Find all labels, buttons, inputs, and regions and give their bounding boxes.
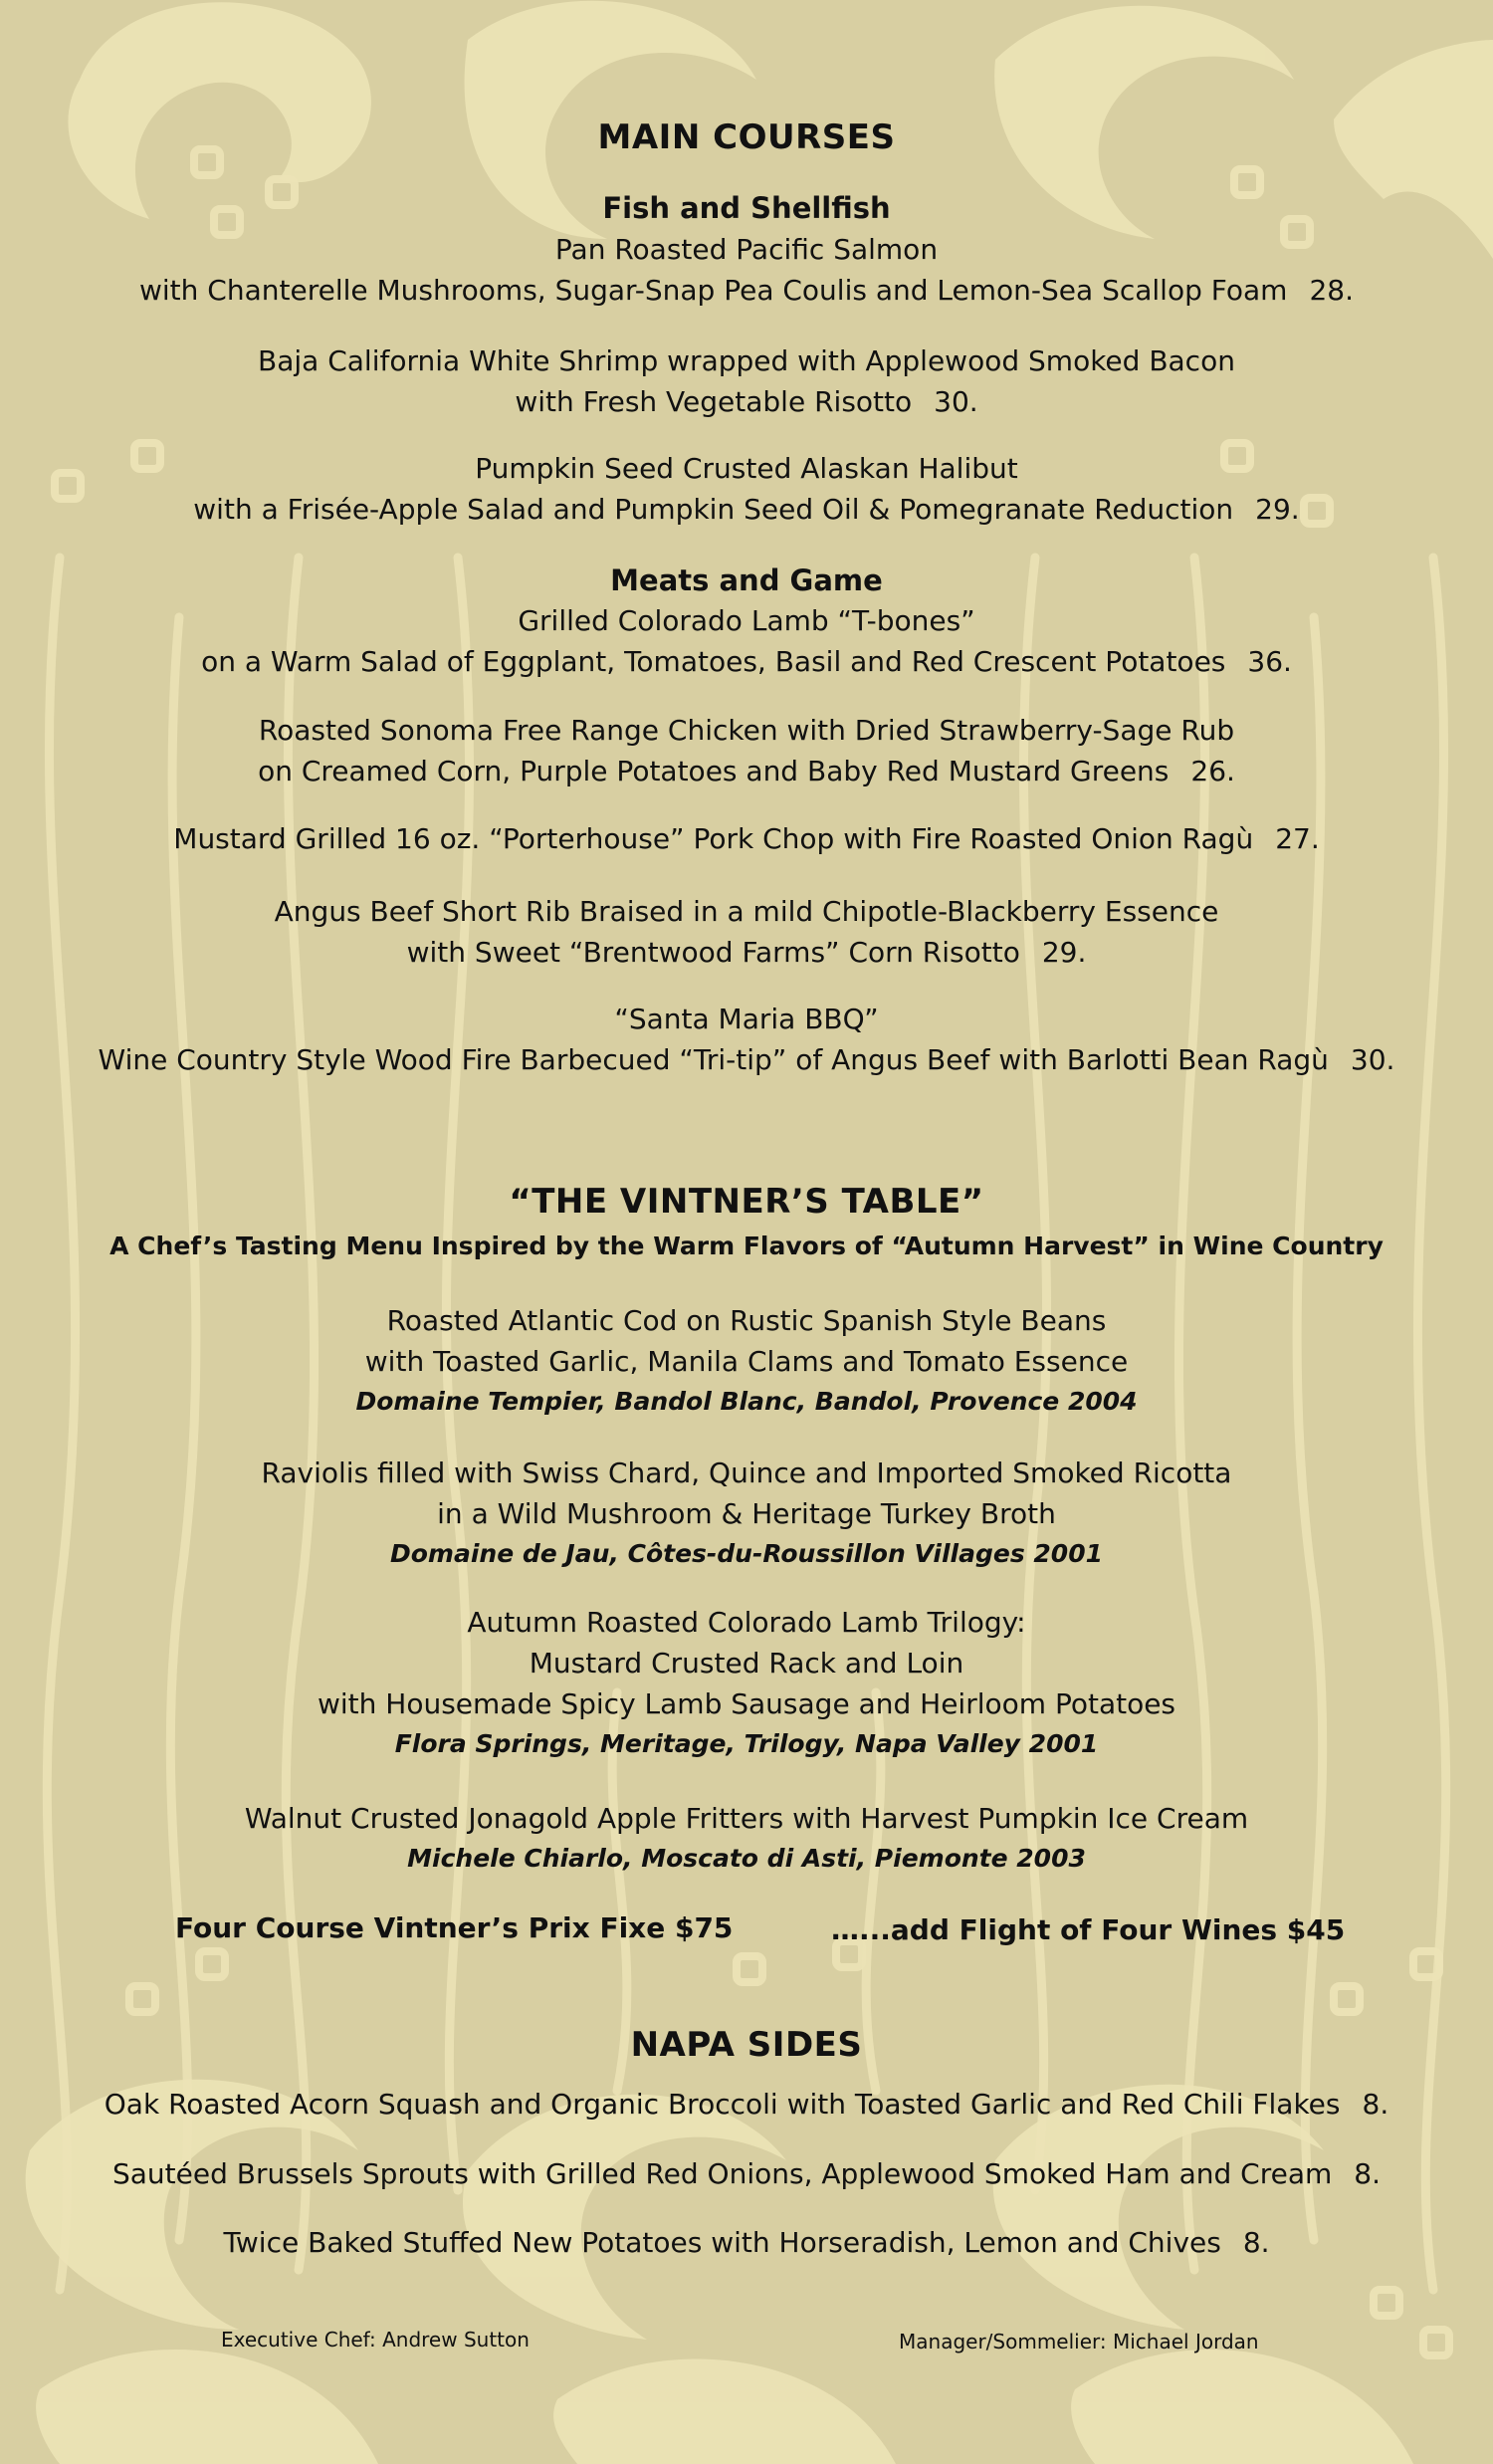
manager-sommelier-credit: Manager/Sommelier: Michael Jordan: [899, 2330, 1259, 2353]
tasting-course-cod: [0, 1300, 1493, 1422]
item-line: Mustard Crusted Rack and Loin: [529, 1647, 964, 1680]
item-line: with a Frisée-Apple Salad and Pumpkin Seed Oil & Pomegranate Reduction: [193, 493, 1234, 526]
wine-pairing: Domaine de Jau, Côtes-du-Roussillon Villages 2001: [390, 1539, 1103, 1568]
item-line: Grilled Colorado Lamb “T-bones”: [518, 604, 975, 637]
meats-game-heading: Meats and Game: [610, 563, 883, 597]
menu-item-tri-tip: [0, 999, 1493, 1080]
executive-chef-credit: Executive Chef: Andrew Sutton: [221, 2328, 530, 2352]
item-line: Roasted Atlantic Cod on Rustic Spanish Style Beans: [386, 1304, 1107, 1337]
item-price: 29.: [1041, 936, 1087, 969]
vintners-table-title: “THE VINTNER’S TABLE”: [509, 1182, 984, 1222]
menu-item-short-rib: [0, 891, 1493, 973]
item-price: 29.: [1255, 493, 1300, 526]
item-line: with Chanterelle Mushrooms, Sugar-Snap Pea Coulis and Lemon-Sea Scallop Foam: [139, 274, 1288, 307]
item-line: on Creamed Corn, Purple Potatoes and Baby Red Mustard Greens: [258, 755, 1170, 787]
wine-pairing: Flora Springs, Meritage, Trilogy, Napa Valley 2001: [394, 1729, 1099, 1758]
napa-sides-title: NAPA SIDES: [630, 2025, 863, 2065]
item-price: 30.: [934, 385, 978, 418]
item-line-with-price: [0, 932, 1493, 973]
menu-item-salmon: [0, 229, 1493, 311]
item-line: with Sweet “Brentwood Farms” Corn Risotto: [406, 936, 1020, 969]
item-line: with Toasted Garlic, Manila Clams and Tomato Essence: [364, 1345, 1129, 1378]
item-line-with-price: [0, 818, 1493, 859]
menu-item-chicken: [0, 710, 1493, 791]
item-line-with-price: [0, 1039, 1493, 1080]
prix-fixe-price: Four Course Vintner’s Prix Fixe $75: [175, 1911, 734, 1944]
menu-item-halibut: [0, 448, 1493, 530]
item-price: 8.: [1242, 2226, 1270, 2259]
item-price: 8.: [1362, 2088, 1389, 2121]
main-courses-title: MAIN COURSES: [597, 117, 896, 157]
wine-pairing: Michele Chiarlo, Moscato di Asti, Piemonte 2003: [407, 1844, 1086, 1873]
item-line: “Santa Maria BBQ”: [614, 1003, 879, 1035]
item-line: Pumpkin Seed Crusted Alaskan Halibut: [475, 452, 1018, 485]
side-item-acorn-squash: [0, 2084, 1493, 2125]
item-price: 27.: [1275, 822, 1320, 855]
item-line: Pan Roasted Pacific Salmon: [554, 233, 939, 266]
item-line: Baja California White Shrimp wrapped with Applewood Smoked Bacon: [258, 344, 1235, 377]
item-line: on a Warm Salad of Eggplant, Tomatoes, Basil and Red Crescent Potatoes: [201, 645, 1226, 678]
item-price: 8.: [1354, 2157, 1382, 2190]
item-line-with-price: [0, 489, 1493, 530]
item-line: Roasted Sonoma Free Range Chicken with Dried Strawberry-Sage Rub: [258, 714, 1235, 747]
item-line: Sautéed Brussels Sprouts with Grilled Red Onions, Applewood Smoked Ham and Cream: [111, 2157, 1333, 2190]
item-price: 28.: [1309, 274, 1354, 307]
item-line: Raviolis filled with Swiss Chard, Quince and Imported Smoked Ricotta: [261, 1456, 1232, 1489]
item-line: Twice Baked Stuffed New Potatoes with Horseradish, Lemon and Chives: [223, 2226, 1221, 2259]
vintners-table-subtitle: A Chef’s Tasting Menu Inspired by the Warm Flavors of “Autumn Harvest” in Wine Country: [109, 1232, 1384, 1260]
tasting-course-fritters: [0, 1798, 1493, 1879]
tasting-course-lamb-trilogy: [0, 1602, 1493, 1764]
item-line: in a Wild Mushroom & Heritage Turkey Broth: [437, 1497, 1056, 1530]
item-line-with-price: [0, 270, 1493, 311]
wine-flight-price: …...add Flight of Four Wines $45: [831, 1913, 1346, 1946]
item-line: Mustard Grilled 16 oz. “Porterhouse” Pork Chop with Fire Roasted Onion Ragù: [173, 822, 1254, 855]
item-line-with-price: [0, 381, 1493, 422]
menu-item-pork-chop: [0, 818, 1493, 859]
item-line: Wine Country Style Wood Fire Barbecued “Tri-tip” of Angus Beef with Barlotti Bean Ragù: [98, 1043, 1329, 1076]
side-item-brussels-sprouts: [0, 2153, 1493, 2194]
item-price: 36.: [1247, 645, 1292, 678]
item-price: 30.: [1350, 1043, 1395, 1076]
item-line: Angus Beef Short Rib Braised in a mild Chipotle-Blackberry Essence: [274, 895, 1219, 928]
item-price: 26.: [1190, 755, 1235, 787]
item-line: Oak Roasted Acorn Squash and Organic Broccoli with Toasted Garlic and Red Chili Flakes: [104, 2088, 1341, 2121]
item-line: Walnut Crusted Jonagold Apple Fritters with Harvest Pumpkin Ice Cream: [244, 1802, 1249, 1835]
item-line-with-price: [0, 751, 1493, 791]
side-item-baked-potatoes: [0, 2222, 1493, 2263]
menu-item-lamb-tbones: [0, 600, 1493, 682]
fish-shellfish-heading: Fish and Shellfish: [602, 191, 891, 225]
item-line: with Fresh Vegetable Risotto: [515, 385, 913, 418]
tasting-course-raviolis: [0, 1453, 1493, 1574]
wine-pairing: Domaine Tempier, Bandol Blanc, Bandol, Provence 2004: [355, 1387, 1138, 1416]
item-line: with Housemade Spicy Lamb Sausage and Heirloom Potatoes: [317, 1687, 1176, 1720]
item-line-with-price: [0, 641, 1493, 682]
menu-item-shrimp: [0, 340, 1493, 422]
item-line: Autumn Roasted Colorado Lamb Trilogy:: [467, 1606, 1026, 1639]
